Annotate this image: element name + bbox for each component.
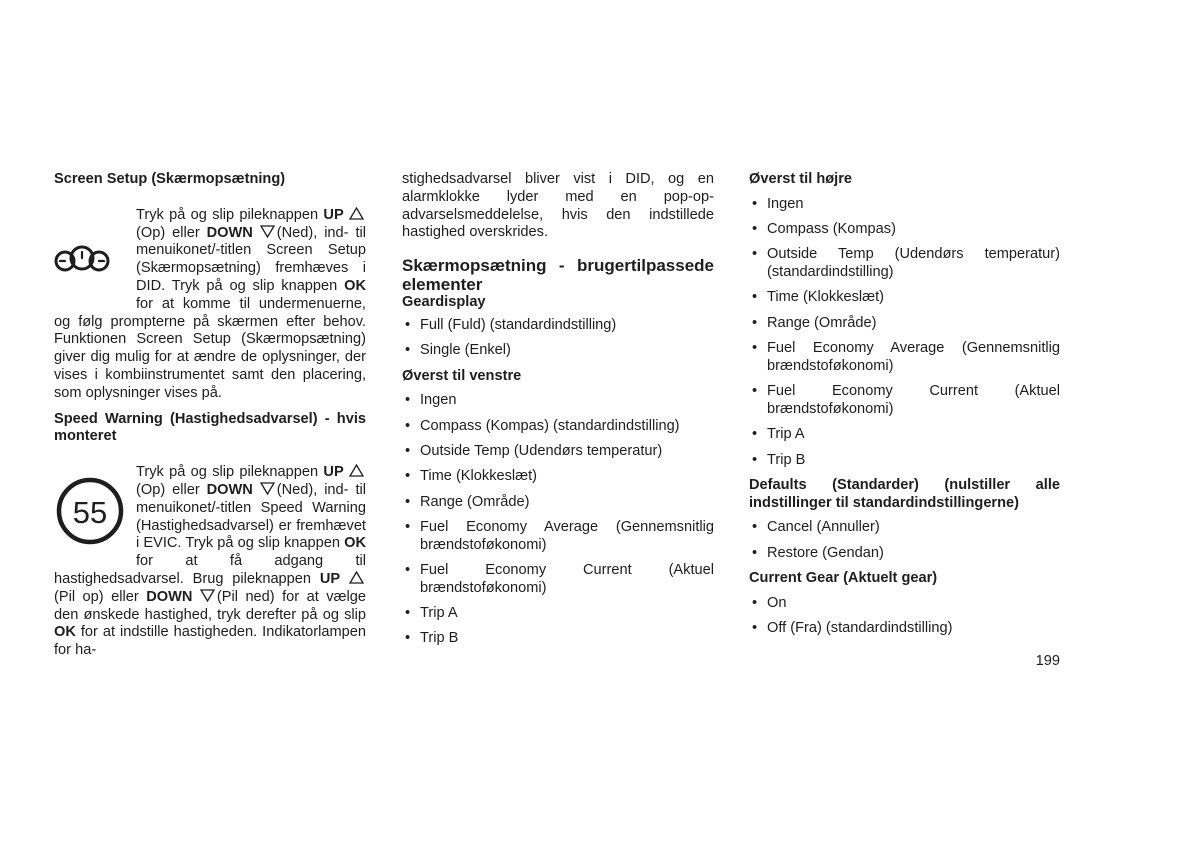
list-item: • Single (Enkel) — [402, 342, 714, 360]
list-item: • Cancel (Annuller) — [749, 519, 1060, 537]
speed-limit-value: 55 — [72, 495, 108, 531]
list-item: • Compass (Kompas) (standardindstilling) — [402, 418, 714, 436]
geardisplay-list — [402, 317, 714, 360]
list-item: • Trip A — [749, 426, 1060, 444]
defaults-list — [749, 519, 1060, 562]
down-arrow-icon — [260, 482, 275, 495]
upper-left-heading: Øverst til venstre — [402, 367, 522, 384]
list-item: • Trip A — [402, 605, 714, 623]
list-item: • Time (Klokkeslæt) — [749, 289, 1060, 307]
list-item: • Trip B — [749, 452, 1060, 470]
column-right — [749, 171, 1060, 645]
upper-left-list — [402, 392, 714, 648]
list-item: • Outside Temp (Udendørs temperatur) — [402, 443, 714, 461]
list-item: • Full (Fuld) (standardindstilling) — [402, 317, 714, 335]
current-gear-heading: Current Gear (Aktuelt gear) — [749, 570, 938, 587]
speed-warning-icon — [54, 464, 136, 554]
list-item: • Trip B — [402, 630, 714, 648]
speed-warning-heading: Speed Warning (Hastighedsadvarsel) - hvis monteret — [54, 410, 366, 445]
current-gear-list — [749, 595, 1060, 638]
list-item: • Outside Temp (Udendørs temperatur) (standardindstilling) — [749, 246, 1060, 282]
list-item: • Fuel Economy Current (Aktuel brændstoføkonomi) — [749, 383, 1060, 419]
up-arrow-icon — [349, 464, 364, 477]
list-item: • Ingen — [402, 392, 714, 410]
screen-setup-icon — [54, 207, 136, 313]
list-item: • On — [749, 595, 1060, 613]
section-heading: Skærmopsætning - brugertilpassede elementer — [402, 256, 714, 295]
up-arrow-icon — [349, 571, 364, 584]
column-left — [54, 171, 366, 660]
list-item: • Fuel Economy Average (Gennemsnitlig brændstoføkonomi) — [402, 519, 714, 555]
gauges-icon — [54, 243, 110, 277]
list-item: • Fuel Economy Average (Gennemsnitlig brændstoføkonomi) — [749, 340, 1060, 376]
screen-setup-paragraph: Tryk på og slip pileknappen UP (Op) eller DOWN (Ned), ind- til menuikonet/-titlen Screen Setup (Skærmopsætning) fremhæves i DID. Tryk på og slip knappen OK for at komme til undermenuerne, og følg prompterne på skærmen efter behov. Funktionen Screen Setup (Skærmopsætning) giver dig mulig for at ændre de oplysninger, der vises i kombiinstrumentet samt den placering, som oplysninger vises på. — [54, 206, 366, 401]
speed-warning-paragraph: 55 Tryk på og slip pileknappen UP (Op) eller DOWN (Ned), ind- til menuikonet/-titlen Speed Warning (Hastighedsadvarsel) er fremhævet i EVIC. Tryk på og slip knappen OK for at få adgang til hastighedsadvarsel. Brug pileknappen UP (Pil op) eller DOWN (Pil ned) for at vælge den ønskede hastighed, tryk derefter på og slip OK for at indstille hastigheden. Indikatorlampen for ha- — [54, 464, 367, 659]
down-arrow-icon — [200, 589, 215, 602]
upper-right-list — [749, 196, 1060, 470]
page-number: 199 — [1035, 653, 1060, 669]
column-middle — [402, 171, 714, 656]
list-item: • Compass (Kompas) — [749, 221, 1060, 239]
list-item: • Off (Fra) (standardindstilling) — [749, 620, 1060, 638]
screen-setup-heading: Screen Setup (Skærmopsætning) — [54, 171, 286, 187]
upper-right-heading: Øverst til højre — [749, 171, 852, 187]
speed-limit-icon — [54, 475, 124, 545]
list-item: • Range (Område) — [402, 494, 714, 512]
speed-warning-continuation: stighedsadvarsel bliver vist i DID, og en alarmklokke lyder med en pop-op-advarselsmeddelelse, hvis den indstillede hastighed overskrides. — [402, 171, 714, 241]
defaults-heading: Defaults (Standarder) (nulstiller alle indstillinger til standardindstillingerne) — [749, 476, 1060, 511]
list-item: • Fuel Economy Current (Aktuel brændstoføkonomi) — [402, 562, 714, 598]
list-item: • Restore (Gendan) — [749, 545, 1060, 563]
list-item: • Range (Område) — [749, 315, 1060, 333]
list-item: • Ingen — [749, 196, 1060, 214]
down-arrow-icon — [260, 225, 275, 238]
up-arrow-icon — [349, 207, 364, 220]
list-item: • Time (Klokkeslæt) — [402, 468, 714, 486]
geardisplay-heading: Geardisplay — [402, 294, 486, 311]
